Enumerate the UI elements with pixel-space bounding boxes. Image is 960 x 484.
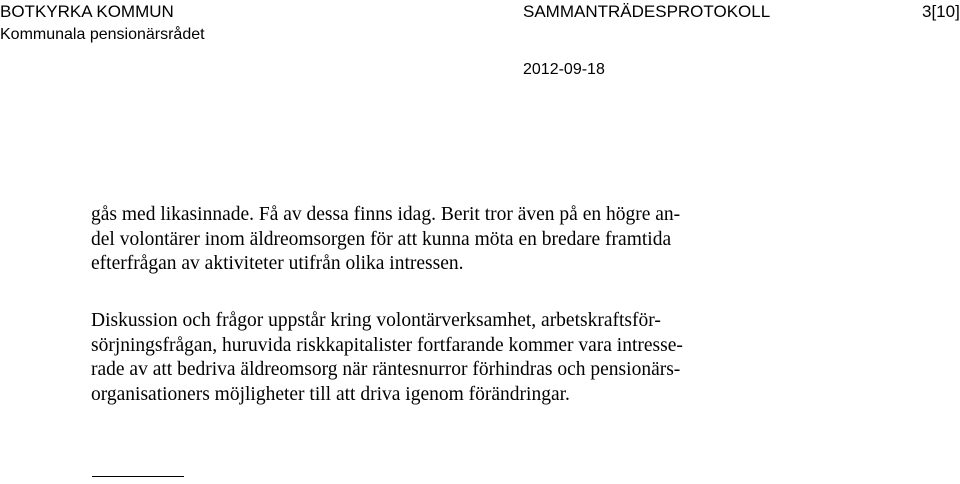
paragraph-line: del volontärer inom äldreomsorgen för att kunna möta en bredare framtida: [91, 228, 672, 250]
paragraph-line: efterfrågan av aktiviteter utifrån olika intressen.: [91, 253, 464, 274]
meeting-date: 2012-09-18: [523, 61, 605, 78]
document-type: SAMMANTRÄDESPROTOKOLL: [523, 2, 771, 21]
paragraph-line: sörjningsfrågan, huruvida riskkapitalister fortfarande kommer vara intresse-: [91, 334, 683, 356]
paragraph-2: [91, 309, 683, 407]
paragraph-line: organisationers möjligheter till att driva igenom förändringar.: [91, 383, 570, 405]
page-number: 3[10]: [922, 2, 960, 21]
signature-rule: [92, 476, 184, 477]
paragraph-1: [91, 203, 680, 277]
paragraph-line: rade av att bedriva äldreomsorg när räntesnurror förhindras och pensionärs-: [91, 359, 681, 380]
council-name: Kommunala pensionärsrådet: [0, 26, 205, 43]
paragraph-line: Diskussion och frågor uppstår kring volontärverksamhet, arbetskraftsför-: [91, 310, 661, 331]
municipality-name: BOTKYRKA KOMMUN: [0, 2, 174, 21]
paragraph-line: gås med likasinnade. Få av dessa finns idag. Berit tror även på en högre an-: [91, 204, 681, 225]
